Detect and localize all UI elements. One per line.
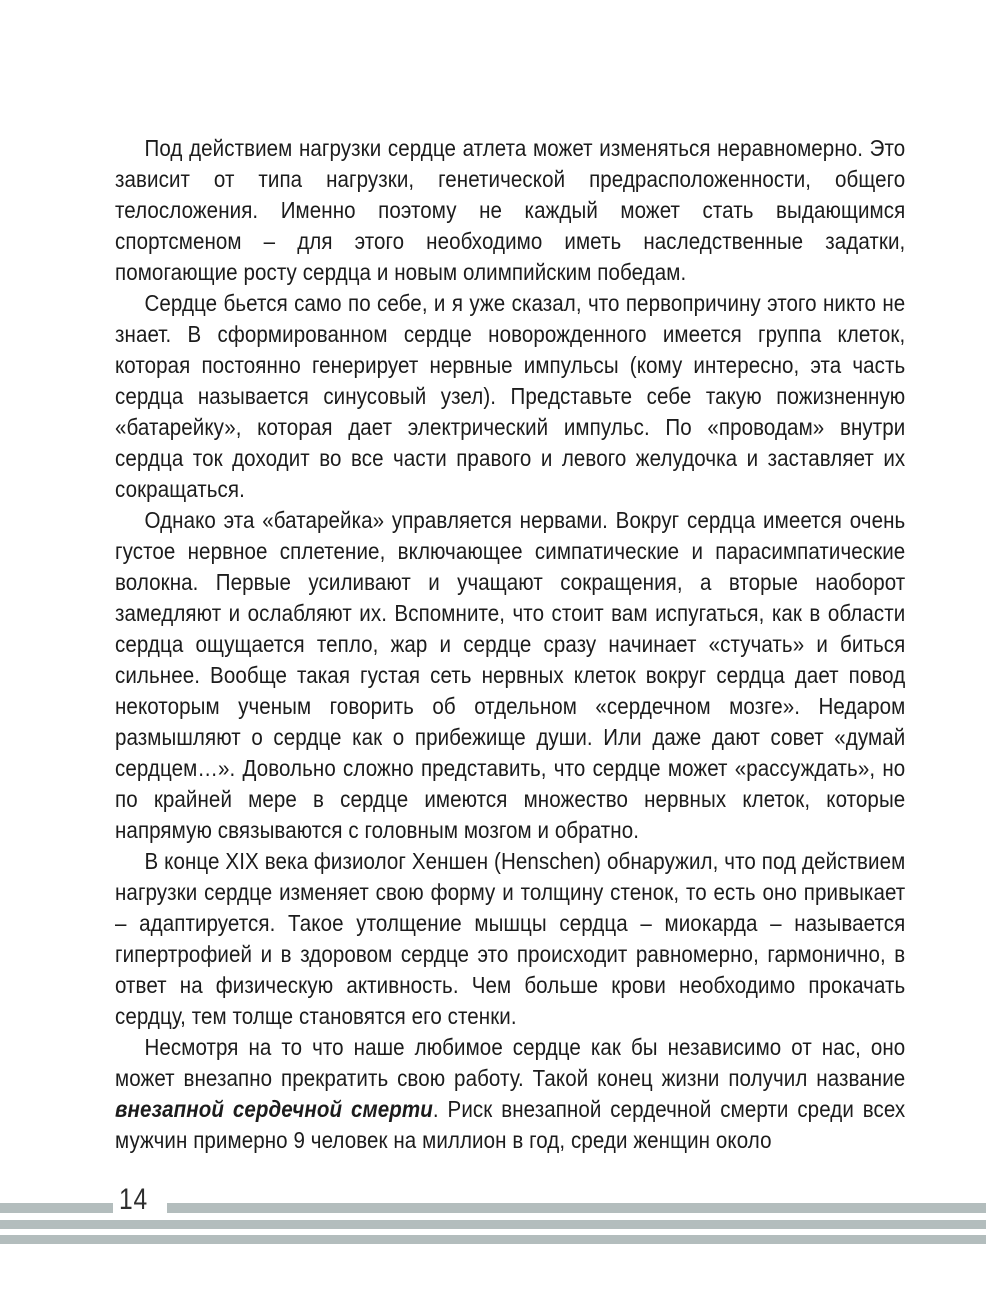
text-run: Несмотря на то что наше любимое сердце как бы независимо от нас, оно может внезапно прекратить свою работу. Такой конец жизни получил название	[115, 1034, 906, 1091]
footer-rule-top-right	[167, 1203, 986, 1213]
text-run: . Риск внезапной сердечной смерти среди всех мужчин примерно 9 человек на миллион в год, среди женщин около	[115, 1096, 906, 1153]
emphasized-term: внезапной сердечной смерти	[115, 1096, 433, 1122]
page-number: 14	[119, 1183, 149, 1216]
paragraph	[115, 288, 905, 505]
text-run: В конце XIX века физиолог Хеншен (Henschen) обнаружил, что под действием нагрузки сердце изменяет свою форму и толщину стенок, то есть оно привыкает – адаптируется. Такое утолщение мышцы сердца – миокарда – называется гипертрофией и в здоровом сердце это происходит равномерно, гармонично, в ответ на физическую активность. Чем больше крови необходимо прокачать сердцу, тем толще становятся его стенки.	[115, 848, 906, 1029]
text-run: Под действием нагрузки сердце атлета может изменяться неравномерно. Это зависит от типа нагрузки, генетической предрасположенности, общего телосложения. Именно поэтому не каждый может стать выдающимся спортсменом – для этого необходимо иметь наследственные задатки, помогающие росту сердца и новым олимпийским победам.	[115, 135, 906, 285]
footer-rule-middle	[0, 1220, 986, 1229]
footer-rule-bottom	[0, 1235, 986, 1244]
paragraph	[115, 133, 905, 288]
footer-rule-top-left	[0, 1203, 113, 1213]
paragraph	[115, 1032, 905, 1156]
paragraph	[115, 846, 905, 1032]
text-run: Сердце бьется само по себе, и я уже сказал, что первопричину этого никто не знает. В сформированном сердце новорожденного имеется группа клеток, которая постоянно генерирует нервные импульсы (кому интересно, эта часть сердца называется синусовый узел). Представьте себе такую пожизненную «батарейку», которая дает электрический импульс. По «проводам» внутри сердца ток доходит во все части правого и левого желудочка и заставляет их сокращаться.	[115, 290, 906, 502]
text-block	[115, 133, 905, 1156]
paragraph	[115, 505, 905, 846]
text-run: Однако эта «батарейка» управляется нервами. Вокруг сердца имеется очень густое нервное сплетение, включающее симпатические и парасимпатические волокна. Первые усиливают и учащают сокращения, а вторые наоборот замедляют и ослабляют их. Вспомните, что стоит вам испугаться, как в области сердца ощущается тепло, жар и сердце сразу начинает «стучать» и биться сильнее. Вообще такая густая сеть нервных клеток вокруг сердца дает повод некоторым ученым говорить об отдельном «сердечном мозге». Недаром размышляют о сердце как о прибежище души. Или даже дают совет «думай сердцем…». Довольно сложно представить, что сердце может «рассуждать», но по крайней мере в сердце имеются множество нервных клеток, которые напрямую связываются с головным мозгом и обратно.	[115, 507, 906, 843]
